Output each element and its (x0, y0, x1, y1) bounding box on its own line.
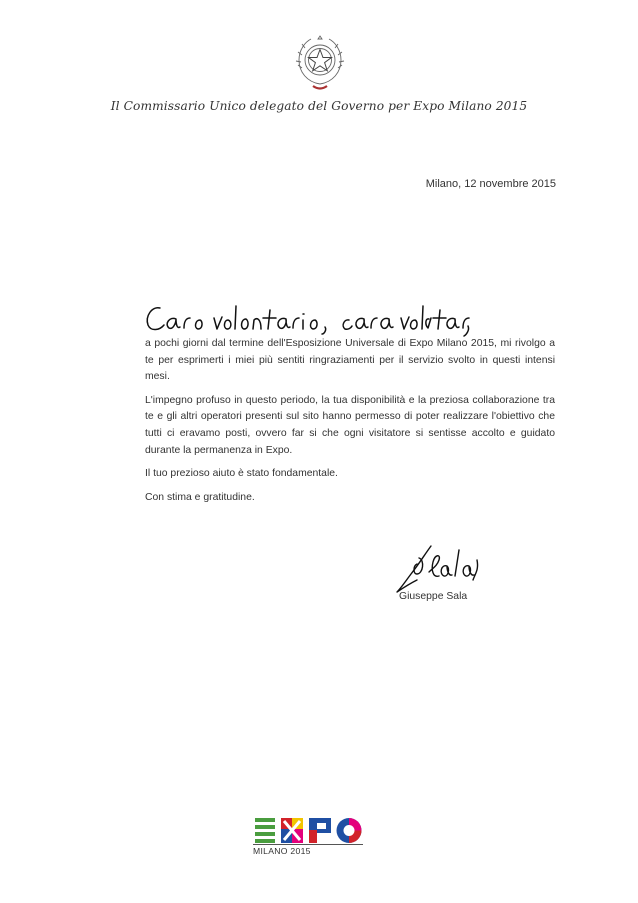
expo-letter-e (255, 818, 275, 843)
expo-letter-o (337, 818, 362, 843)
italian-republic-emblem-icon (293, 34, 347, 92)
paragraph: Il tuo prezioso aiuto è stato fondamentale. (145, 468, 338, 480)
handwritten-signature (395, 540, 487, 598)
letter-date: Milano, 12 novembre 2015 (425, 178, 556, 190)
paragraph: L'impegno profuso in questo periodo, la tua disponibilità e la preziosa collaborazione tra te e gli altri operatori presenti sul sito hanno permesso di poter realizzare l'obiettivo che tutti ci eravamo posti, ovvero far si che ogni visitatore si sentisse accolto e guidato durante la permanenza in Expo. (145, 394, 555, 456)
signer-name: Giuseppe Sala (399, 591, 468, 602)
expo-logo-rule (253, 844, 363, 845)
paragraph: a pochi giorni dal termine dell'Esposizione Universale di Expo Milano 2015, mi rivolgo a te per esprimerti i miei più sentiti ringraziamenti per il servizio svolto in questi intensi mesi. (145, 338, 555, 383)
handwritten-salutation (142, 292, 472, 338)
letter-body (145, 336, 555, 513)
expo-letter-p (309, 818, 331, 843)
expo-letter-x (281, 818, 303, 843)
expo-logo-subtitle: MILANO 2015 (253, 846, 311, 856)
header-title: Il Commissario Unico delegato del Governo per Expo Milano 2015 (110, 99, 528, 113)
expo-milano-logo (253, 815, 363, 847)
paragraph: Con stima e gratitudine. (145, 491, 255, 503)
